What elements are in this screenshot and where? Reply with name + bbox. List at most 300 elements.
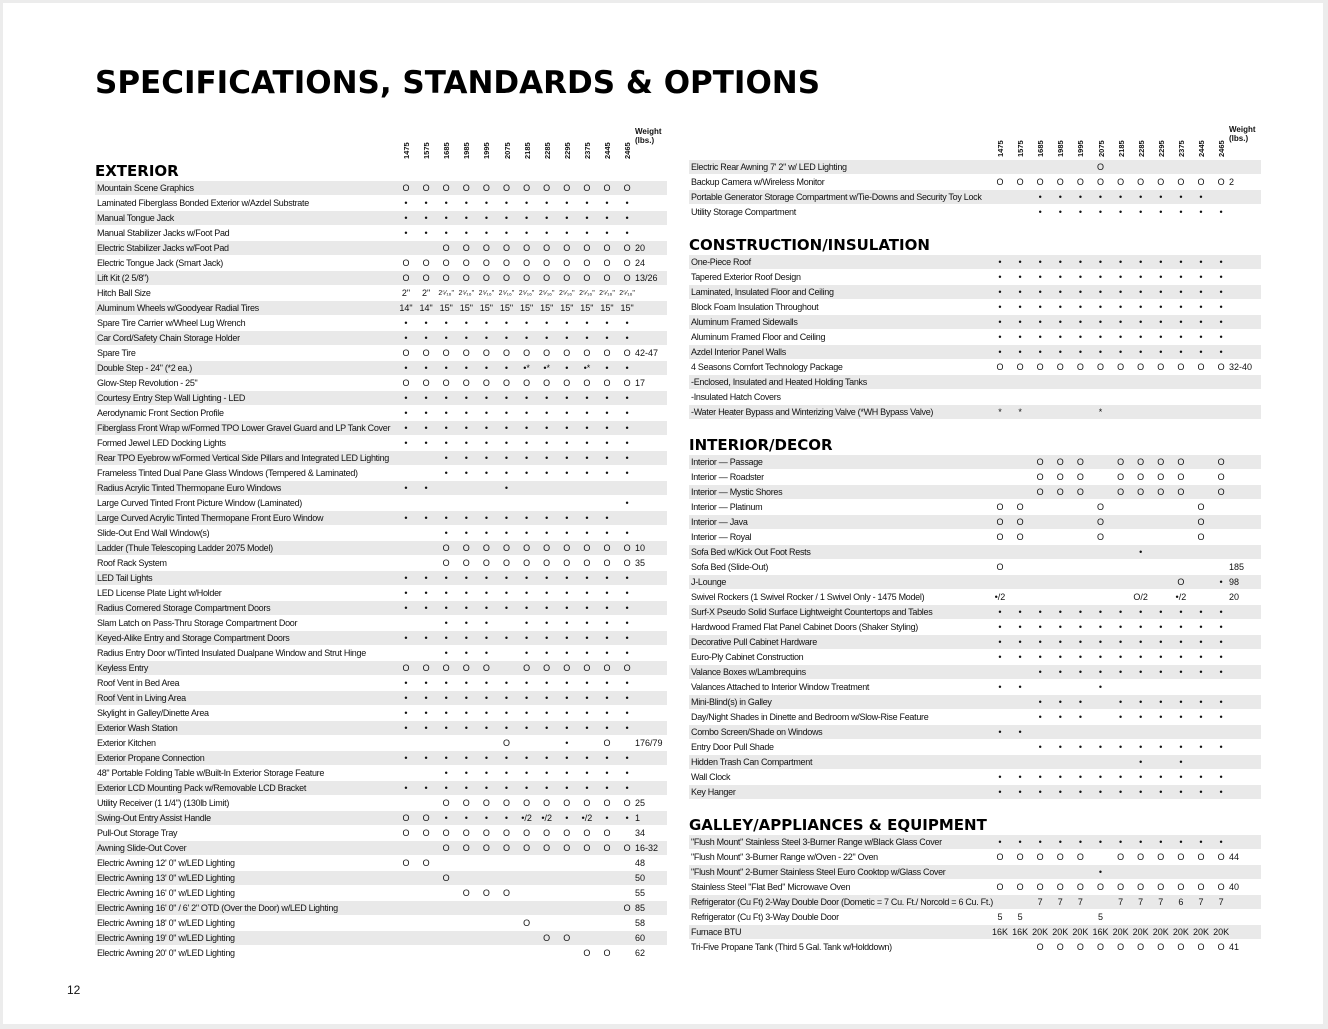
- spec-cell: •: [1159, 607, 1163, 617]
- spec-cell: •: [1119, 607, 1123, 617]
- spec-label: Roof Vent in Living Area: [97, 693, 186, 703]
- spec-cell: 14": [399, 303, 413, 313]
- spec-cell: •: [504, 633, 509, 643]
- spec-cell: •: [605, 318, 609, 328]
- spec-cell: •: [525, 468, 529, 478]
- spec-cell: •: [545, 528, 549, 538]
- spec-cell: O: [1137, 457, 1145, 467]
- spec-label: Exterior Kitchen: [97, 738, 156, 748]
- spec-row: [689, 635, 1261, 650]
- spec-label: Swing-Out Entry Assist Handle: [97, 813, 211, 823]
- spec-cell: O: [462, 663, 470, 673]
- section-gap: [689, 220, 1261, 236]
- spec-cell: •: [1038, 302, 1042, 312]
- spec-cell: •: [1159, 272, 1163, 282]
- spec-cell: •/2: [1175, 592, 1187, 602]
- spec-cell: O: [1197, 177, 1205, 187]
- spec-cell: •: [1098, 622, 1103, 632]
- spec-cell: •: [605, 198, 609, 208]
- spec-cell: 7: [1218, 897, 1224, 907]
- spec-label: Wall Clock: [691, 772, 731, 782]
- section-gap: [689, 800, 1261, 816]
- spec-cell: •: [424, 678, 428, 688]
- spec-cell: O: [1197, 502, 1205, 512]
- spec-cell: O: [442, 873, 450, 883]
- spec-cell: O: [1056, 362, 1064, 372]
- spec-cell: O: [1096, 177, 1104, 187]
- spec-row: [95, 796, 667, 811]
- spec-cell: O: [1117, 472, 1125, 482]
- spec-label: Large Curved Acrylic Tinted Thermopane Front Euro Window: [97, 513, 324, 523]
- spec-cell: •: [625, 588, 629, 598]
- spec-label: Azdel Interior Panel Walls: [691, 347, 786, 357]
- spec-row: [95, 241, 667, 256]
- spec-cell: O: [422, 258, 430, 268]
- spec-cell: O: [563, 378, 571, 388]
- spec-cell: •: [545, 438, 549, 448]
- spec-label: Surf-X Pseudo Solid Surface Lightweight Countertops and Tables: [691, 607, 933, 617]
- model-number: 2075: [502, 142, 512, 159]
- spec-cell: •: [605, 228, 609, 238]
- spec-cell: •: [585, 318, 589, 328]
- spec-cell: •: [504, 333, 509, 343]
- model-header-label: [501, 121, 515, 159]
- spec-cell: •: [545, 693, 549, 703]
- spec-label: "Flush Mount" 3-Burner Range w/Oven - 22" Oven: [691, 852, 878, 862]
- spec-cell: •: [1219, 272, 1223, 282]
- spec-cell: •: [1139, 837, 1143, 847]
- spec-cell: •: [1119, 772, 1123, 782]
- spec-label: Roof Vent in Bed Area: [97, 678, 180, 688]
- spec-label: Roof Rack System: [97, 558, 167, 568]
- spec-cell: O: [1157, 487, 1165, 497]
- spec-label: Electric Awning 16' 0" / 6' 2" OTD (Over the Door) w/LED Lighting: [97, 903, 338, 913]
- spec-row: [689, 755, 1261, 770]
- spec-cell: •: [1038, 837, 1042, 847]
- spec-cell: O: [462, 183, 470, 193]
- spec-cell: •: [625, 783, 629, 793]
- spec-cell: •: [504, 438, 509, 448]
- spec-cell: •: [625, 408, 629, 418]
- spec-cell: O: [1177, 882, 1185, 892]
- spec-cell: •: [1199, 667, 1203, 677]
- spec-cell: •: [625, 753, 629, 763]
- spec-cell: O: [1137, 882, 1145, 892]
- spec-cell: •: [444, 333, 448, 343]
- spec-label: Tapered Exterior Roof Design: [691, 272, 801, 282]
- spec-row: [689, 695, 1261, 710]
- spec-cell: •: [1219, 317, 1223, 327]
- spec-cell: •: [1119, 712, 1123, 722]
- spec-cell: •: [504, 678, 509, 688]
- spec-row: [95, 781, 667, 796]
- spec-cell: •: [1078, 317, 1082, 327]
- spec-cell: •: [585, 573, 589, 583]
- spec-label: Rear TPO Eyebrow w/Formed Vertical Side Pillars and Integrated LED Lighting: [97, 453, 389, 463]
- spec-cell: O: [996, 177, 1004, 187]
- spec-cell: O: [442, 843, 450, 853]
- model-header-label: [420, 121, 434, 159]
- spec-cell: •: [1098, 607, 1103, 617]
- spec-label: Utility Receiver (1 1/4") (130lb Limit): [97, 798, 230, 808]
- spec-cell: •: [1078, 667, 1082, 677]
- spec-cell: O: [1016, 532, 1024, 542]
- spec-cell: •: [545, 468, 549, 478]
- spec-cell: O: [422, 813, 430, 823]
- spec-cell: •: [565, 528, 569, 538]
- spec-cell: •: [998, 302, 1002, 312]
- spec-cell: •: [1038, 697, 1042, 707]
- spec-cell: •: [585, 768, 589, 778]
- spec-cell: •: [1179, 837, 1183, 847]
- spec-cell: •: [565, 603, 569, 613]
- spec-row: [689, 515, 1261, 530]
- spec-cell: •: [1179, 192, 1183, 202]
- spec-cell: •: [1119, 652, 1123, 662]
- model-number: 2445: [1197, 140, 1206, 157]
- spec-cell: •: [585, 618, 589, 628]
- spec-cell: O: [523, 663, 531, 673]
- spec-label: Formed Jewel LED Docking Lights: [97, 438, 226, 448]
- spec-label: Car Cord/Safety Chain Storage Holder: [97, 333, 240, 343]
- spec-cell: •: [525, 408, 529, 418]
- spec-row: [689, 205, 1261, 220]
- model-header: [689, 119, 1261, 157]
- spec-cell: •: [444, 423, 448, 433]
- spec-cell: •: [424, 753, 428, 763]
- spec-row: [689, 710, 1261, 725]
- model-header-label: [1135, 119, 1149, 157]
- spec-cell: •: [1018, 332, 1022, 342]
- weight-value: 16-32: [635, 843, 659, 853]
- spec-cell: O: [603, 258, 611, 268]
- spec-cell: •: [1179, 622, 1183, 632]
- weight-value: 2: [1229, 177, 1235, 187]
- spec-cell: O: [482, 243, 490, 253]
- spec-row: [95, 646, 667, 661]
- spec-cell: •: [1058, 697, 1062, 707]
- spec-cell: •: [484, 708, 488, 718]
- spec-cell: •: [1199, 317, 1203, 327]
- model-header-label: [1195, 119, 1209, 157]
- section-heading: GALLEY/APPLIANCES & EQUIPMENT: [689, 816, 987, 834]
- spec-cell: O: [402, 348, 410, 358]
- spec-cell: •: [1119, 287, 1123, 297]
- spec-cell: •: [504, 393, 509, 403]
- model-header-label: [1215, 119, 1229, 157]
- spec-cell: •: [1018, 347, 1022, 357]
- spec-cell: •: [1018, 302, 1022, 312]
- spec-cell: •: [1078, 302, 1082, 312]
- spec-label: Hitch Ball Size: [97, 288, 151, 298]
- spec-row: [689, 500, 1261, 515]
- spec-cell: •: [1098, 652, 1103, 662]
- spec-cell: 20K: [1112, 927, 1129, 937]
- spec-cell: 14": [419, 303, 433, 313]
- spec-cell: •: [1119, 742, 1123, 752]
- spec-cell: •: [404, 753, 408, 763]
- spec-cell: •: [1078, 772, 1082, 782]
- spec-cell: O: [482, 543, 490, 553]
- spec-cell: •: [565, 648, 569, 658]
- spec-cell: O: [1177, 457, 1185, 467]
- spec-label: Electric Tongue Jack (Smart Jack): [97, 258, 223, 268]
- model-number: 1995: [1076, 140, 1086, 157]
- spec-cell: •: [1098, 302, 1103, 312]
- model-header-label: [581, 121, 595, 159]
- spec-cell: •: [1199, 302, 1203, 312]
- spec-cell: O: [1036, 362, 1044, 372]
- weight-value: 24: [635, 258, 646, 268]
- spec-cell: •: [1078, 607, 1082, 617]
- spec-cell: •: [1018, 837, 1022, 847]
- spec-cell: •: [525, 693, 529, 703]
- spec-label: Frameless Tinted Dual Pane Glass Windows (Tempered & Laminated): [97, 468, 358, 478]
- spec-label: Keyed-Alike Entry and Storage Compartment Doors: [97, 633, 290, 643]
- spec-cell: •: [1119, 347, 1123, 357]
- spec-cell: O: [1157, 942, 1165, 952]
- spec-cell: O: [623, 843, 631, 853]
- spec-cell: O: [623, 273, 631, 283]
- spec-cell: •: [1159, 652, 1163, 662]
- spec-cell: •: [545, 603, 549, 613]
- spec-cell: O: [502, 258, 510, 268]
- spec-cell: •: [525, 213, 529, 223]
- spec-cell: O: [583, 663, 591, 673]
- spec-row: [689, 940, 1261, 955]
- spec-cell: •: [625, 228, 629, 238]
- spec-cell: O: [1177, 487, 1185, 497]
- spec-cell: O: [1217, 487, 1225, 497]
- spec-row: [95, 391, 667, 406]
- spec-cell: •: [484, 393, 488, 403]
- spec-cell: O: [442, 348, 450, 358]
- spec-cell: •: [625, 768, 629, 778]
- model-header-label: [521, 121, 535, 159]
- spec-cell: •: [424, 483, 428, 493]
- spec-cell: •: [464, 423, 468, 433]
- spec-cell: O: [523, 558, 531, 568]
- spec-cell: O: [1217, 457, 1225, 467]
- spec-cell: O: [543, 828, 551, 838]
- spec-cell: O: [1016, 882, 1024, 892]
- spec-row: [95, 331, 667, 346]
- spec-cell: •: [1058, 272, 1062, 282]
- spec-cell: •: [504, 318, 509, 328]
- spec-row: [95, 856, 667, 871]
- spec-row: [689, 455, 1261, 470]
- spec-cell: •: [424, 783, 428, 793]
- spec-cell: O: [603, 843, 611, 853]
- spec-cell: •: [525, 438, 529, 448]
- spec-row: [95, 361, 667, 376]
- spec-cell: •: [1219, 287, 1223, 297]
- spec-row: [689, 725, 1261, 740]
- spec-cell: •: [1018, 787, 1022, 797]
- spec-cell: O: [402, 828, 410, 838]
- spec-cell: •: [545, 753, 549, 763]
- spec-cell: •: [464, 438, 468, 448]
- spec-cell: •: [565, 513, 569, 523]
- spec-cell: O: [502, 828, 510, 838]
- spec-row: [689, 680, 1261, 695]
- spec-cell: •: [1139, 652, 1143, 662]
- spec-label: 48" Portable Folding Table w/Built-In Exterior Storage Feature: [97, 768, 325, 778]
- spec-cell: •: [424, 363, 428, 373]
- spec-cell: •: [404, 603, 408, 613]
- spec-label: Sofa Bed (Slide-Out): [691, 562, 769, 572]
- spec-cell: •: [464, 693, 468, 703]
- spec-cell: •: [1179, 317, 1183, 327]
- spec-label: Interior — Java: [691, 517, 748, 527]
- spec-cell: •: [1078, 697, 1082, 707]
- spec-label: Entry Door Pull Shade: [691, 742, 774, 752]
- spec-cell: O: [583, 243, 591, 253]
- spec-cell: •: [625, 708, 629, 718]
- spec-cell: •: [1078, 652, 1082, 662]
- section-heading: CONSTRUCTION/INSULATION: [689, 236, 930, 254]
- spec-cell: •: [1038, 772, 1042, 782]
- spec-cell: •: [1038, 272, 1042, 282]
- spec-cell: •: [1199, 772, 1203, 782]
- model-header-label: [400, 121, 414, 159]
- spec-cell: •: [1139, 317, 1143, 327]
- spec-row: [689, 330, 1261, 345]
- spec-cell: •: [1139, 667, 1143, 677]
- spec-cell: •: [605, 693, 609, 703]
- spec-label: Electric Awning 19' 0" w/LED Lighting: [97, 933, 235, 943]
- spec-cell: O: [1036, 852, 1044, 862]
- weight-value: 44: [1229, 852, 1240, 862]
- spec-cell: •: [464, 633, 468, 643]
- weight-value: 25: [635, 798, 646, 808]
- spec-cell: O: [523, 798, 531, 808]
- spec-cell: O: [1056, 882, 1064, 892]
- weight-header: Weight (lbs.): [1229, 125, 1256, 143]
- spec-cell: •: [1179, 302, 1183, 312]
- weight-value: 185: [1229, 562, 1245, 572]
- spec-cell: •: [565, 708, 569, 718]
- spec-row: [95, 586, 667, 601]
- spec-cell: O: [583, 843, 591, 853]
- spec-cell: O: [623, 558, 631, 568]
- spec-cell: •/2: [541, 813, 553, 823]
- model-header-label: [541, 121, 555, 159]
- spec-cell: •: [504, 588, 509, 598]
- spec-cell: •: [565, 723, 569, 733]
- spec-row: [95, 841, 667, 856]
- spec-cell: •: [605, 333, 609, 343]
- spec-cell: •: [484, 363, 488, 373]
- spec-cell: O: [583, 348, 591, 358]
- spec-cell: •: [1078, 332, 1082, 342]
- spec-cell: •: [585, 753, 589, 763]
- spec-cell: •: [605, 468, 609, 478]
- spec-cell: •: [565, 393, 569, 403]
- spec-cell: *: [1098, 407, 1103, 417]
- spec-cell: •: [424, 318, 428, 328]
- spec-cell: O: [1117, 177, 1125, 187]
- spec-cell: O: [523, 378, 531, 388]
- model-header: [95, 121, 667, 159]
- spec-cell: •: [484, 318, 488, 328]
- spec-cell: •: [1179, 637, 1183, 647]
- spec-cell: •: [1098, 317, 1103, 327]
- spec-cell: O: [1177, 177, 1185, 187]
- spec-cell: 20K: [1172, 927, 1189, 937]
- model-number: 2465: [1217, 140, 1227, 157]
- spec-row: [95, 811, 667, 826]
- spec-cell: •: [464, 228, 468, 238]
- spec-label: Electric Stabilizer Jacks w/Foot Pad: [97, 243, 229, 253]
- spec-cell: •: [525, 318, 529, 328]
- spec-cell: •: [1159, 302, 1163, 312]
- spec-cell: •: [565, 783, 569, 793]
- spec-cell: •: [444, 513, 448, 523]
- spec-cell: •: [1058, 257, 1062, 267]
- spec-label: Euro-Ply Cabinet Construction: [691, 652, 804, 662]
- spec-cell: •: [464, 603, 468, 613]
- spec-cell: O: [462, 828, 470, 838]
- spec-cell: •: [998, 317, 1002, 327]
- model-number: 1685: [1036, 140, 1046, 157]
- spec-cell: •: [1159, 742, 1163, 752]
- spec-cell: •: [464, 678, 468, 688]
- spec-cell: •: [625, 498, 629, 508]
- spec-cell: •: [404, 408, 408, 418]
- spec-cell: •*: [583, 363, 591, 373]
- model-header-label: [1155, 119, 1169, 157]
- spec-cell: •: [585, 513, 589, 523]
- spec-label: Stainless Steel "Flat Bed" Microwave Oven: [691, 882, 851, 892]
- spec-cell: •: [525, 228, 529, 238]
- spec-cell: •: [1119, 622, 1123, 632]
- spec-cell: O: [623, 348, 631, 358]
- spec-cell: •: [545, 708, 549, 718]
- spec-row: [95, 571, 667, 586]
- spec-cell: •: [1179, 207, 1183, 217]
- model-number: 2295: [562, 142, 572, 159]
- spec-cell: •: [1018, 257, 1022, 267]
- spec-cell: O: [482, 273, 490, 283]
- spec-cell: •: [484, 588, 488, 598]
- spec-cell: O: [1036, 457, 1044, 467]
- spec-cell: O: [1096, 362, 1104, 372]
- spec-cell: •: [1078, 192, 1082, 202]
- spec-cell: •: [1139, 287, 1143, 297]
- spec-cell: 7: [1077, 897, 1083, 907]
- spec-cell: •: [1219, 207, 1223, 217]
- spec-label: Aluminum Wheels w/Goodyear Radial Tires: [97, 303, 259, 313]
- spec-cell: •: [444, 603, 448, 613]
- spec-cell: •: [504, 768, 509, 778]
- spec-cell: •: [504, 363, 509, 373]
- page-number: 12: [67, 983, 81, 997]
- spec-label: LED License Plate Light w/Holder: [97, 588, 222, 598]
- spec-cell: •: [1179, 257, 1183, 267]
- spec-cell: •: [525, 528, 529, 538]
- spec-cell: O: [1217, 472, 1225, 482]
- spec-cell: •: [1219, 607, 1223, 617]
- spec-cell: •/2: [581, 813, 593, 823]
- spec-cell: •: [484, 768, 488, 778]
- spec-cell: •: [565, 333, 569, 343]
- spec-cell: •: [1078, 712, 1082, 722]
- spec-row: [95, 616, 667, 631]
- spec-cell: •: [424, 633, 428, 643]
- spec-row: [689, 740, 1261, 755]
- spec-cell: O: [1036, 882, 1044, 892]
